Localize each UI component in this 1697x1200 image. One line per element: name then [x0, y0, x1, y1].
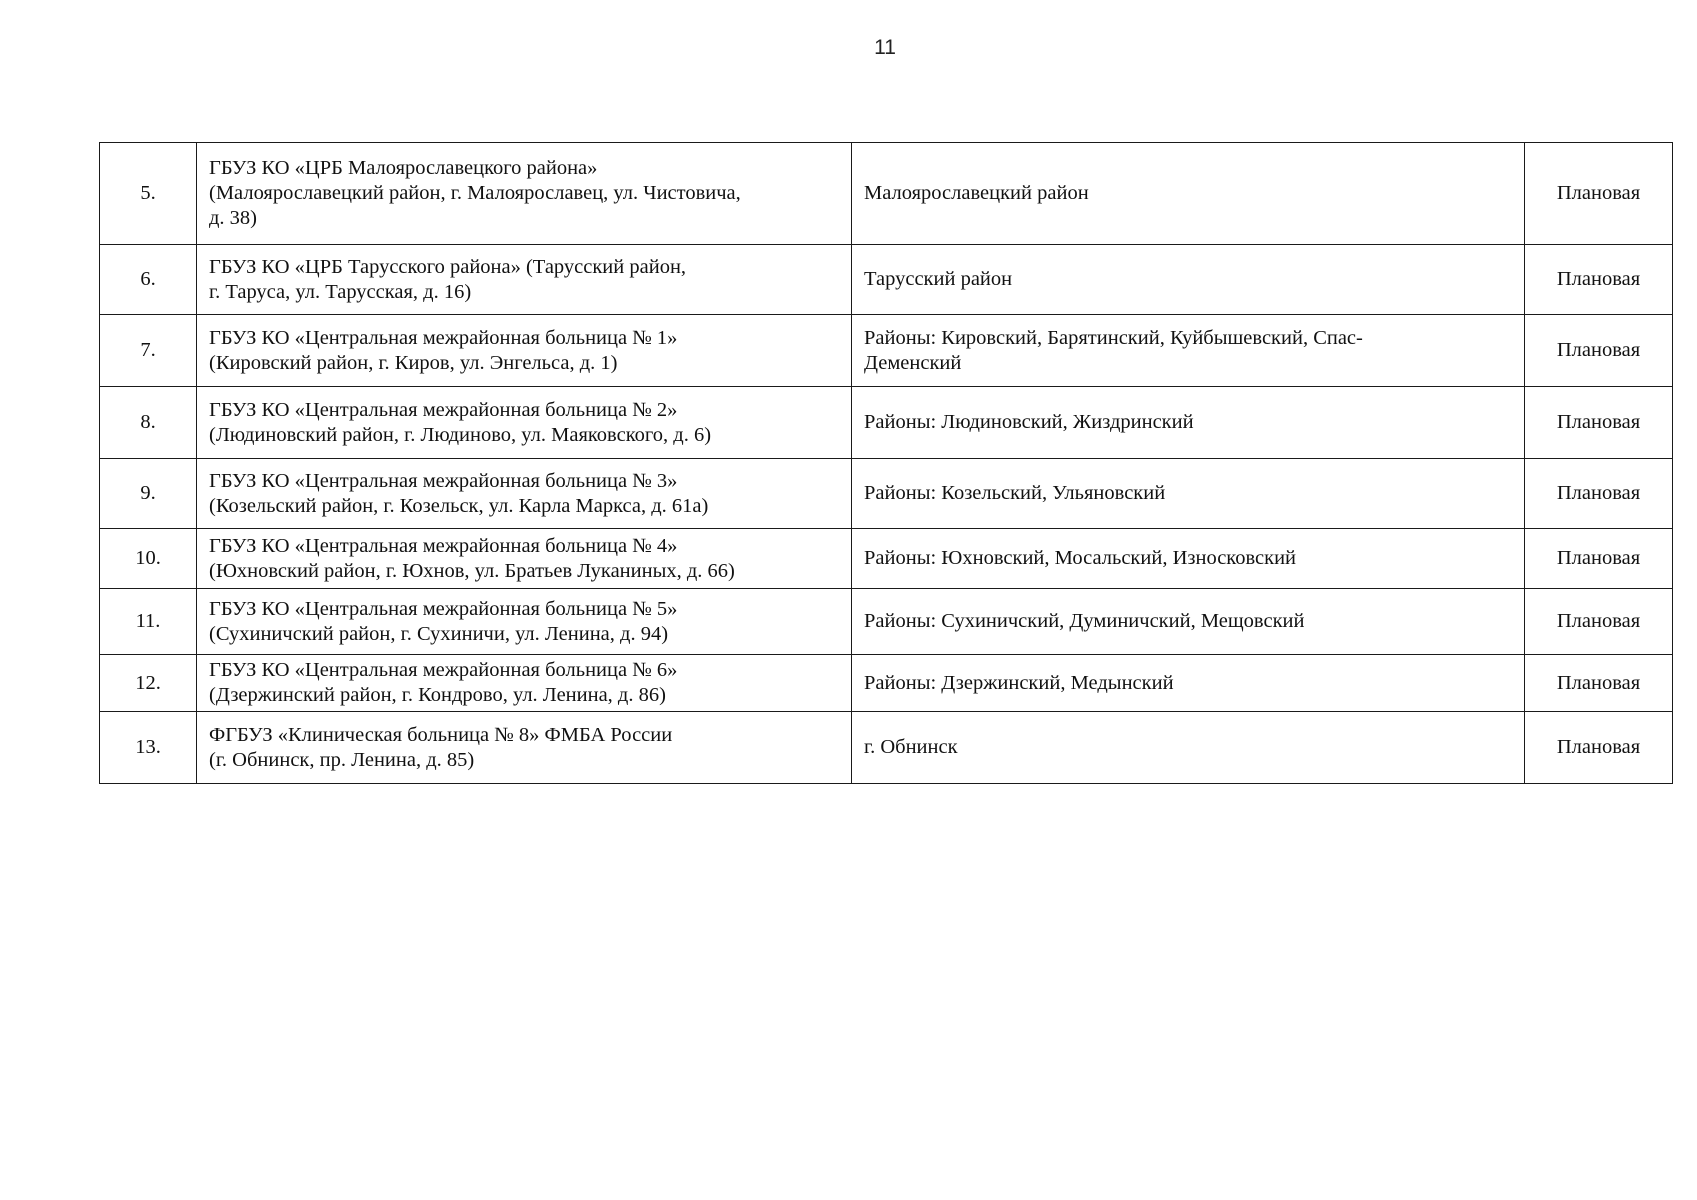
organization-line: ГБУЗ КО «Центральная межрайонная больница № 5»	[209, 597, 678, 620]
table-row	[100, 589, 1673, 655]
table-row	[100, 387, 1673, 459]
row-number: 13.	[100, 712, 197, 784]
page-number: 11	[874, 36, 896, 59]
service-area-line: Районы: Кировский, Барятинский, Куйбышевский, Спас-	[864, 326, 1363, 349]
facilities-table	[99, 142, 1673, 784]
table-row	[100, 459, 1673, 529]
service-area-cell	[852, 529, 1525, 589]
care-type-cell: Плановая	[1525, 387, 1673, 459]
row-number: 5.	[100, 143, 197, 245]
care-type-cell: Плановая	[1525, 712, 1673, 784]
service-area-cell	[852, 315, 1525, 387]
organization-cell	[197, 459, 852, 529]
table-row	[100, 315, 1673, 387]
row-number: 6.	[100, 245, 197, 315]
row-number: 8.	[100, 387, 197, 459]
care-type-cell: Плановая	[1525, 459, 1673, 529]
care-type-cell: Плановая	[1525, 315, 1673, 387]
service-area-line: Районы: Козельский, Ульяновский	[864, 482, 1166, 504]
organization-line: ГБУЗ КО «Центральная межрайонная больница № 3»	[209, 469, 678, 492]
table-row	[100, 529, 1673, 589]
organization-line: д. 38)	[209, 207, 258, 229]
organization-line: ГБУЗ КО «Центральная межрайонная больница № 1»	[209, 326, 678, 349]
row-number: 12.	[100, 655, 197, 712]
service-area-cell	[852, 712, 1525, 784]
row-number: 7.	[100, 315, 197, 387]
care-type-cell: Плановая	[1525, 245, 1673, 315]
organization-line: (Людиновский район, г. Людиново, ул. Маяковского, д. 6)	[209, 423, 712, 446]
organization-cell	[197, 655, 852, 712]
organization-cell	[197, 315, 852, 387]
organization-line: (Малоярославецкий район, г. Малоярославец, ул. Чистовича,	[209, 182, 741, 204]
organization-line: (Кировский район, г. Киров, ул. Энгельса, д. 1)	[209, 351, 618, 374]
service-area-cell	[852, 589, 1525, 655]
organization-cell	[197, 387, 852, 459]
organization-cell	[197, 143, 852, 245]
organization-line: ГБУЗ КО «Центральная межрайонная больница № 6»	[209, 659, 678, 681]
service-area-line: Районы: Людиновский, Жиздринский	[864, 411, 1194, 433]
organization-cell	[197, 529, 852, 589]
service-area-cell	[852, 143, 1525, 245]
service-area-line: Районы: Сухиничский, Думиничский, Мещовский	[864, 610, 1305, 632]
organization-line: ГБУЗ КО «Центральная межрайонная больница № 4»	[209, 534, 678, 557]
organization-line: (г. Обнинск, пр. Ленина, д. 85)	[209, 748, 475, 771]
row-number: 10.	[100, 529, 197, 589]
row-number: 11.	[100, 589, 197, 655]
organization-cell	[197, 589, 852, 655]
organization-cell	[197, 245, 852, 315]
care-type-cell: Плановая	[1525, 655, 1673, 712]
care-type-cell: Плановая	[1525, 529, 1673, 589]
organization-line: (Дзержинский район, г. Кондрово, ул. Ленина, д. 86)	[209, 684, 666, 706]
service-area-line: Районы: Дзержинский, Медынский	[864, 671, 1174, 694]
row-number: 9.	[100, 459, 197, 529]
table-row	[100, 143, 1673, 245]
service-area-cell	[852, 459, 1525, 529]
organization-cell	[197, 712, 852, 784]
service-area-line: Районы: Юхновский, Мосальский, Износковский	[864, 547, 1297, 569]
service-area-cell	[852, 245, 1525, 315]
table-row	[100, 245, 1673, 315]
organization-line: (Юхновский район, г. Юхнов, ул. Братьев Луканиных, д. 66)	[209, 559, 735, 582]
service-area-cell	[852, 387, 1525, 459]
table-row	[100, 712, 1673, 784]
organization-line: г. Таруса, ул. Тарусская, д. 16)	[209, 280, 472, 303]
care-type-cell: Плановая	[1525, 589, 1673, 655]
service-area-line: Деменский	[864, 351, 962, 374]
organization-line: ГБУЗ КО «Центральная межрайонная больница № 2»	[209, 398, 678, 421]
care-type-cell: Плановая	[1525, 143, 1673, 245]
organization-line: ГБУЗ КО «ЦРБ Малоярославецкого района»	[209, 157, 598, 179]
service-area-line: г. Обнинск	[864, 736, 958, 758]
organization-line: ГБУЗ КО «ЦРБ Тарусского района» (Тарусский район,	[209, 255, 687, 278]
table-row	[100, 655, 1673, 712]
service-area-line: Малоярославецкий район	[864, 182, 1089, 204]
organization-line: (Сухиничский район, г. Сухиничи, ул. Ленина, д. 94)	[209, 622, 669, 645]
service-area-cell	[852, 655, 1525, 712]
service-area-line: Тарусский район	[864, 268, 1013, 290]
organization-line: ФГБУЗ «Клиническая больница № 8» ФМБА России	[209, 723, 673, 746]
organization-line: (Козельский район, г. Козельск, ул. Карла Маркса, д. 61а)	[209, 494, 709, 517]
